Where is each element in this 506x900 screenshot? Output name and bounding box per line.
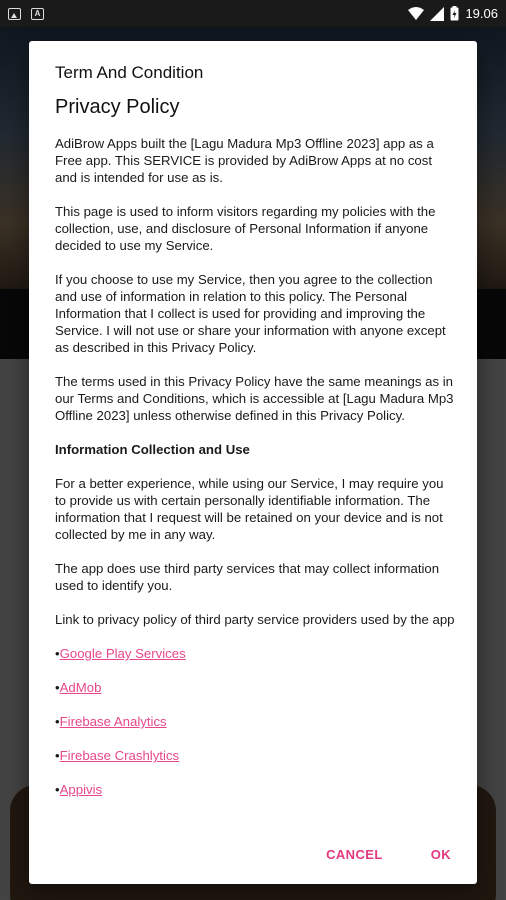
bullet: • <box>55 680 60 695</box>
privacy-policy-heading: Privacy Policy <box>55 96 180 118</box>
list-item <box>55 713 455 730</box>
dialog-scroll-content[interactable] <box>55 90 455 818</box>
list-item <box>55 645 455 662</box>
paragraph: AdiBrow Apps built the [Lagu Madura Mp3 Offline 2023] app as a Free app. This SERVICE is provided by AdiBrow Apps at no cost and is intended for use as is. <box>55 136 434 185</box>
terms-dialog <box>29 41 477 884</box>
list-item <box>55 781 455 798</box>
firebase-crashlytics-link[interactable]: Firebase Crashlytics <box>59 748 180 763</box>
firebase-analytics-link[interactable]: Firebase Analytics <box>59 714 167 729</box>
image-notification-icon <box>8 8 21 20</box>
admob-link[interactable]: AdMob <box>59 680 102 695</box>
bullet: • <box>55 782 60 797</box>
paragraph: The terms used in this Privacy Policy have the same meanings as in our Terms and Conditions, which is accessible at [Lagu Madura Mp3 Offline 2023] unless otherwise defined in this Privacy Policy. <box>55 374 454 423</box>
list-item <box>55 679 455 696</box>
bullet: • <box>55 714 60 729</box>
system-indicators <box>408 6 498 21</box>
status-time: 19.06 <box>465 6 498 21</box>
bullet: • <box>55 646 60 661</box>
google-play-services-link[interactable]: Google Play Services <box>59 646 186 661</box>
dialog-title: Term And Condition <box>55 63 204 82</box>
signal-icon <box>430 7 444 21</box>
status-bar <box>0 0 506 27</box>
dialog-actions <box>326 847 451 862</box>
paragraph: This page is used to inform visitors regarding my policies with the collection, use, and disclosure of Personal Information if anyone decided to use my Service. <box>55 204 436 253</box>
paragraph: If you choose to use my Service, then you agree to the collection and use of information in relation to this policy. The Personal Information that I collect is used for providing and improving the Service. I will not use or share your information with anyone except as described in this Privacy Policy. <box>55 272 446 355</box>
section-heading: Information Collection and Use <box>55 442 250 457</box>
appivis-link[interactable]: Appivis <box>59 782 103 797</box>
battery-icon <box>450 6 459 21</box>
ok-button[interactable]: OK <box>430 847 451 862</box>
list-item <box>55 747 455 764</box>
paragraph: The app does use third party services that may collect information used to identify you. <box>55 561 440 593</box>
cancel-button[interactable]: CANCEL <box>326 847 383 862</box>
paragraph: Link to privacy policy of third party service providers used by the app <box>55 612 455 627</box>
wifi-icon <box>408 7 424 21</box>
bullet: • <box>55 748 60 763</box>
notification-icons <box>8 8 44 20</box>
app-notification-icon: A <box>31 8 44 20</box>
paragraph: For a better experience, while using our Service, I may require you to provide us with certain personally identifiable information. The information that I request will be retained on your device and is not collected by me in any way. <box>55 476 444 542</box>
